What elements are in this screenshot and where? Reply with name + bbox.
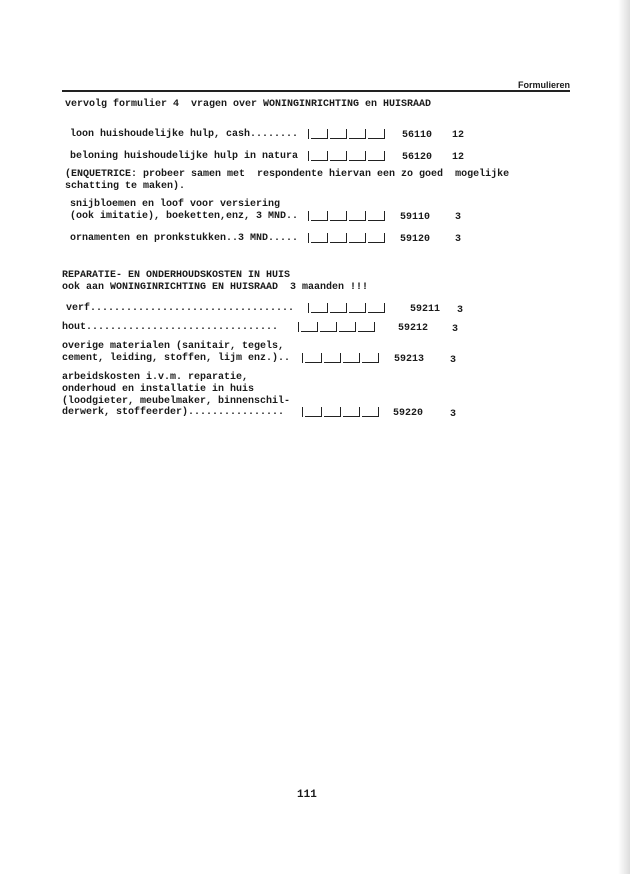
row-period: 3 (455, 234, 462, 245)
row-code: 56110 (402, 130, 433, 141)
row-code: 59220 (393, 408, 424, 419)
row-label: cement, leiding, stoffen, lijm enz.).. (62, 353, 291, 364)
row-period: 3 (455, 212, 462, 223)
row-code: 56120 (402, 152, 433, 163)
row-period: 3 (452, 324, 459, 335)
row-label: snijbloemen en loof voor versiering (70, 199, 281, 210)
section-heading: REPARATIE- EN ONDERHOUDSKOSTEN IN HUIS (62, 270, 291, 281)
page-number: 111 (297, 789, 317, 801)
entry-boxes[interactable] (298, 322, 375, 332)
section-heading: ook aan WONINGINRICHTING EN HUISRAAD 3 maanden !!! (62, 282, 369, 293)
row-period: 3 (450, 355, 457, 366)
row-code: 59213 (394, 354, 425, 365)
row-label: (ook imitatie), boeketten,enz, 3 MND.. (70, 211, 299, 222)
page-title: vervolg formulier 4 vragen over WONINGINRICHTING en HUISRAAD (65, 99, 432, 110)
header-rule (62, 90, 570, 92)
row-period: 3 (450, 409, 457, 420)
entry-boxes[interactable] (308, 211, 385, 221)
note-line: (ENQUETRICE: probeer samen met respondente hiervan een zo goed mogelijke (65, 169, 510, 180)
section-label: Formulieren (517, 80, 570, 90)
row-label: arbeidskosten i.v.m. reparatie, (62, 372, 249, 383)
page-edge-shadow (618, 0, 630, 874)
entry-boxes[interactable] (302, 407, 379, 417)
row-code: 59212 (398, 323, 429, 334)
row-label: (loodgieter, meubelmaker, binnenschil- (62, 396, 291, 407)
entry-boxes[interactable] (302, 353, 379, 363)
row-label: onderhoud en installatie in huis (62, 384, 255, 395)
row-period: 3 (457, 305, 464, 316)
row-label: beloning huishoudelijke hulp in natura (70, 151, 299, 162)
row-label: ornamenten en pronkstukken..3 MND..... (70, 233, 299, 244)
row-period: 12 (452, 130, 465, 141)
entry-boxes[interactable] (308, 151, 385, 161)
entry-boxes[interactable] (308, 303, 385, 313)
row-code: 59211 (410, 304, 441, 315)
note-line: schatting te maken). (65, 181, 186, 192)
row-code: 59120 (400, 234, 431, 245)
row-code: 59110 (400, 212, 431, 223)
entry-boxes[interactable] (308, 129, 385, 139)
row-label: overige materialen (sanitair, tegels, (62, 341, 285, 352)
entry-boxes[interactable] (308, 233, 385, 243)
row-period: 12 (452, 152, 465, 163)
row-label: derwerk, stoffeerder)................ (62, 407, 285, 418)
row-label: hout................................ (62, 322, 279, 333)
row-label: verf.................................. (66, 303, 295, 314)
row-label: loon huishoudelijke hulp, cash........ (70, 129, 299, 140)
